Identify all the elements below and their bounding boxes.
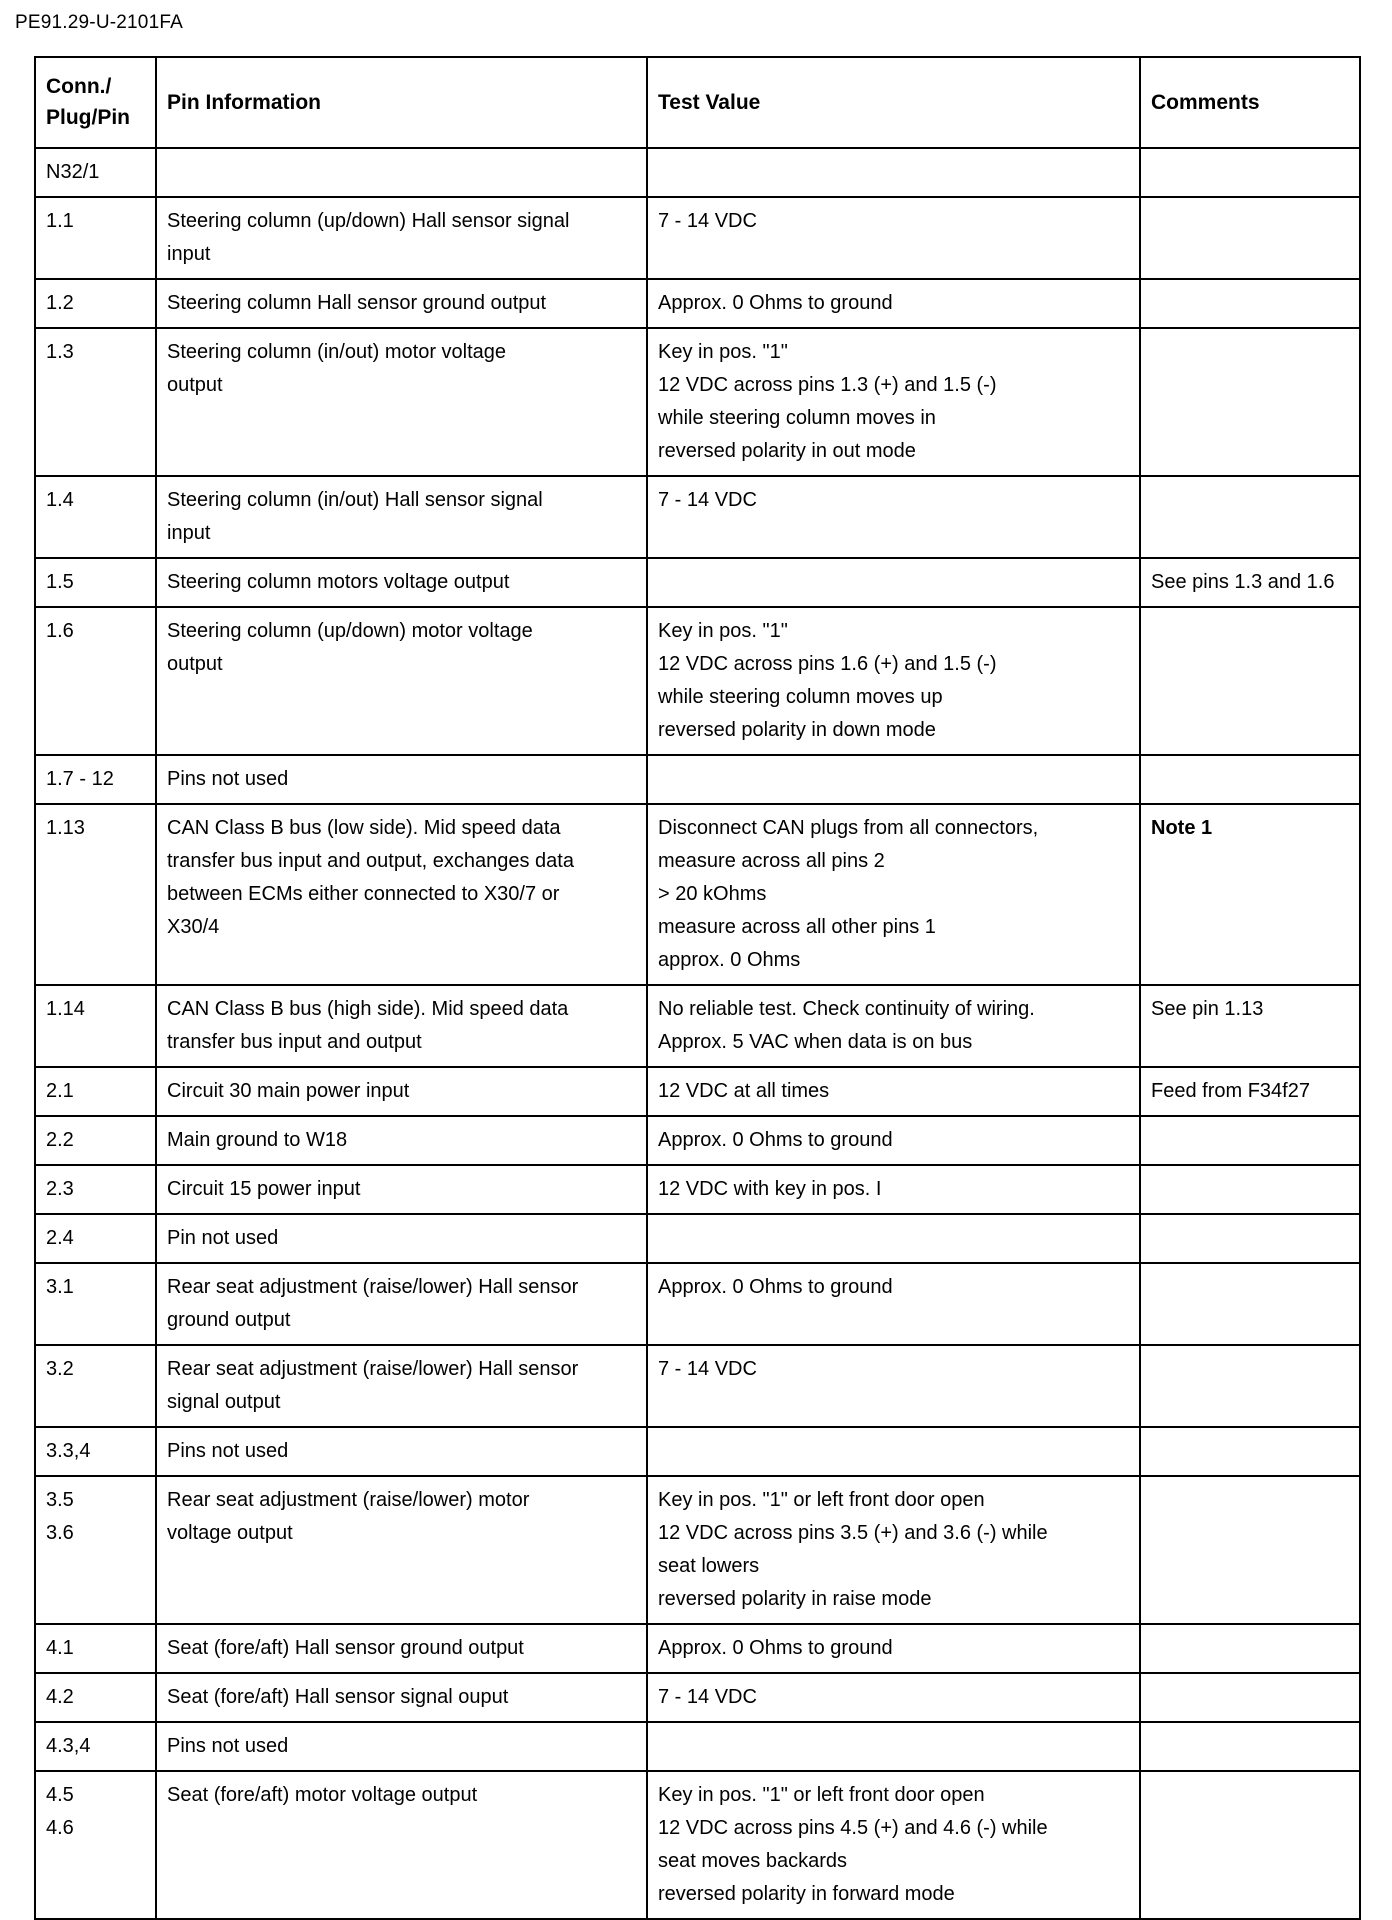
table-row [35, 558, 1360, 607]
table-row [35, 1624, 1360, 1673]
cell-comment: See pins 1.3 and 1.6 [1140, 558, 1360, 607]
cell-test [647, 755, 1140, 804]
cell-info: Steering column Hall sensor ground output [156, 279, 647, 328]
cell-comment: Note 1 [1140, 804, 1360, 985]
cell-comment [1140, 1263, 1360, 1345]
cell-test: Approx. 0 Ohms to ground [647, 1263, 1140, 1345]
cell-comment [1140, 1624, 1360, 1673]
table-row [35, 1476, 1360, 1624]
cell-comment [1140, 607, 1360, 755]
table-row [35, 1673, 1360, 1722]
cell-test: 12 VDC at all times [647, 1067, 1140, 1116]
cell-comment [1140, 1722, 1360, 1771]
cell-test: Approx. 0 Ohms to ground [647, 1116, 1140, 1165]
cell-pin: 1.2 [35, 279, 156, 328]
cell-test: Key in pos. "1" 12 VDC across pins 1.6 (+) and 1.5 (-) while steering column moves up reversed polarity in down mode [647, 607, 1140, 755]
cell-comment [1140, 1771, 1360, 1919]
cell-pin: 1.5 [35, 558, 156, 607]
cell-test: 7 - 14 VDC [647, 1345, 1140, 1427]
cell-pin: 4.5 4.6 [35, 1771, 156, 1919]
cell-pin: 1.14 [35, 985, 156, 1067]
header-test-value: Test Value [647, 57, 1140, 148]
cell-pin: 3.3,4 [35, 1427, 156, 1476]
table-row [35, 985, 1360, 1067]
cell-comment [1140, 197, 1360, 279]
cell-test: No reliable test. Check continuity of wiring. Approx. 5 VAC when data is on bus [647, 985, 1140, 1067]
cell-info: Pin not used [156, 1214, 647, 1263]
cell-pin: 3.1 [35, 1263, 156, 1345]
cell-info: Steering column (in/out) motor voltage output [156, 328, 647, 476]
cell-info: Pins not used [156, 1427, 647, 1476]
cell-pin: 4.1 [35, 1624, 156, 1673]
cell-pin: 2.4 [35, 1214, 156, 1263]
cell-comment [1140, 476, 1360, 558]
cell-test [647, 1722, 1140, 1771]
cell-comment [1140, 1214, 1360, 1263]
cell-info: Steering column (up/down) motor voltage output [156, 607, 647, 755]
table-row [35, 279, 1360, 328]
cell-test: Approx. 0 Ohms to ground [647, 1624, 1140, 1673]
cell-comment [1140, 755, 1360, 804]
cell-test [647, 1214, 1140, 1263]
document-id: PE91.29-U-2101FA [15, 12, 183, 33]
cell-info: Rear seat adjustment (raise/lower) Hall sensor ground output [156, 1263, 647, 1345]
table-header-row [35, 57, 1360, 148]
cell-pin: 4.2 [35, 1673, 156, 1722]
cell-test: Disconnect CAN plugs from all connectors, measure across all pins 2 > 20 kOhms measure across all other pins 1 approx. 0 Ohms [647, 804, 1140, 985]
table-row [35, 1263, 1360, 1345]
cell-comment [1140, 279, 1360, 328]
cell-pin: 3.5 3.6 [35, 1476, 156, 1624]
cell-test: 7 - 14 VDC [647, 476, 1140, 558]
cell-info: Steering column (up/down) Hall sensor signal input [156, 197, 647, 279]
cell-info: Rear seat adjustment (raise/lower) Hall sensor signal output [156, 1345, 647, 1427]
table-row [35, 1165, 1360, 1214]
cell-info: Seat (fore/aft) Hall sensor ground output [156, 1624, 647, 1673]
cell-comment [1140, 148, 1360, 197]
table-row [35, 1345, 1360, 1427]
cell-test [647, 1427, 1140, 1476]
table-row [35, 1067, 1360, 1116]
table-row [35, 804, 1360, 985]
cell-info: CAN Class B bus (low side). Mid speed data transfer bus input and output, exchanges data between ECMs either connected to X30/7 or X30/4 [156, 804, 647, 985]
cell-test: 12 VDC with key in pos. I [647, 1165, 1140, 1214]
header-pin-information: Pin Information [156, 57, 647, 148]
table-row [35, 1214, 1360, 1263]
cell-pin: 3.2 [35, 1345, 156, 1427]
cell-test: Key in pos. "1" 12 VDC across pins 1.3 (+) and 1.5 (-) while steering column moves in reversed polarity in out mode [647, 328, 1140, 476]
table-row [35, 1427, 1360, 1476]
cell-pin: 1.7 - 12 [35, 755, 156, 804]
cell-info: Main ground to W18 [156, 1116, 647, 1165]
table-row [35, 755, 1360, 804]
cell-comment: Feed from F34f27 [1140, 1067, 1360, 1116]
cell-info: Pins not used [156, 1722, 647, 1771]
table-row [35, 607, 1360, 755]
cell-pin: 2.1 [35, 1067, 156, 1116]
cell-pin: 1.1 [35, 197, 156, 279]
table-row [35, 197, 1360, 279]
cell-pin: 1.4 [35, 476, 156, 558]
cell-comment [1140, 1427, 1360, 1476]
cell-pin: 2.2 [35, 1116, 156, 1165]
cell-pin: 2.3 [35, 1165, 156, 1214]
cell-pin: 1.13 [35, 804, 156, 985]
cell-info: Seat (fore/aft) motor voltage output [156, 1771, 647, 1919]
cell-info: Steering column (in/out) Hall sensor signal input [156, 476, 647, 558]
cell-comment [1140, 328, 1360, 476]
cell-comment [1140, 1476, 1360, 1624]
cell-info: Pins not used [156, 755, 647, 804]
cell-info: Steering column motors voltage output [156, 558, 647, 607]
table-row [35, 1771, 1360, 1919]
table-row [35, 328, 1360, 476]
cell-info: Circuit 15 power input [156, 1165, 647, 1214]
cell-info: Circuit 30 main power input [156, 1067, 647, 1116]
cell-pin: 4.3,4 [35, 1722, 156, 1771]
cell-test: 7 - 14 VDC [647, 1673, 1140, 1722]
cell-test: Key in pos. "1" or left front door open 12 VDC across pins 3.5 (+) and 3.6 (-) while seat lowers reversed polarity in raise mode [647, 1476, 1140, 1624]
cell-test: 7 - 14 VDC [647, 197, 1140, 279]
table-row [35, 148, 1360, 197]
cell-test [647, 558, 1140, 607]
header-comments: Comments [1140, 57, 1360, 148]
cell-comment [1140, 1165, 1360, 1214]
cell-pin: 1.6 [35, 607, 156, 755]
cell-pin: N32/1 [35, 148, 156, 197]
cell-comment: See pin 1.13 [1140, 985, 1360, 1067]
header-conn-plug-pin: Conn./ Plug/Pin [35, 57, 156, 148]
table-row [35, 476, 1360, 558]
cell-info: Rear seat adjustment (raise/lower) motor voltage output [156, 1476, 647, 1624]
cell-comment [1140, 1345, 1360, 1427]
pin-table [34, 56, 1361, 1920]
cell-info [156, 148, 647, 197]
cell-test: Approx. 0 Ohms to ground [647, 279, 1140, 328]
cell-comment [1140, 1673, 1360, 1722]
cell-info: CAN Class B bus (high side). Mid speed data transfer bus input and output [156, 985, 647, 1067]
cell-pin: 1.3 [35, 328, 156, 476]
cell-test: Key in pos. "1" or left front door open 12 VDC across pins 4.5 (+) and 4.6 (-) while seat moves backards reversed polarity in forward mode [647, 1771, 1140, 1919]
table-row [35, 1116, 1360, 1165]
cell-comment [1140, 1116, 1360, 1165]
cell-info: Seat (fore/aft) Hall sensor signal ouput [156, 1673, 647, 1722]
cell-test [647, 148, 1140, 197]
table-row [35, 1722, 1360, 1771]
